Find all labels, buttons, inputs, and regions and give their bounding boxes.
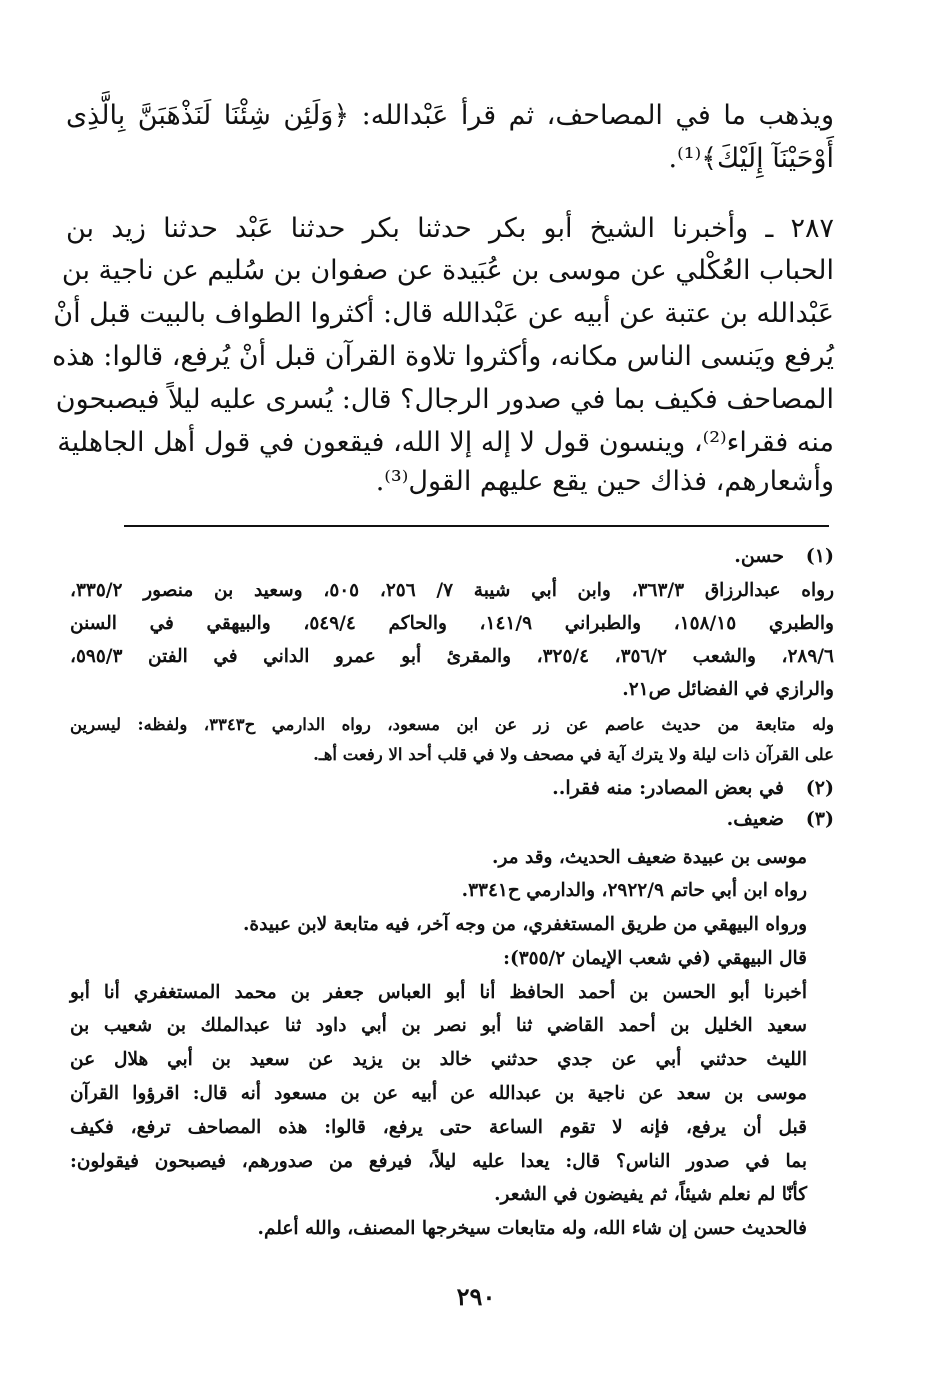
quote-line: كأنّا لم نعلم شيئاً، ثم يفيضون في الشعر.	[494, 1184, 807, 1205]
footnote-line: قال البيهقي (في شعب الإيمان ٣٥٥/٢):	[503, 948, 807, 969]
quote-line: بما في صدور الناس؟ قال: يعدا عليه ليلاً، فيرفع من صدورهم، فيصبحون فيقولون:	[70, 1151, 807, 1172]
main-text-line: وأشعارهم، فذاك حين يقع عليهم القول⁽³⁾.	[375, 466, 834, 497]
footnote-line: والرازي في الفضائل ص٢١.	[622, 679, 834, 700]
footnote-line: رواه عبدالرزاق ٣٦٣/٣، وابن أبي شيبة ٧/ ٢٥٦، ٥٠٥، وسعيد بن منصور ٣٣٥/٢،	[70, 580, 834, 601]
conclusion-line: فالحديث حسن إن شاء الله، وله متابعات سيخرجها المصنف، والله أعلم.	[257, 1218, 807, 1239]
footnote-note-line: وله متابعة من حديث عاصم عن زر عن ابن مسعود، رواه الدارمي ح٣٣٤٣، ولفظه: ليسرين	[70, 715, 834, 734]
main-text-line: منه فقراء⁽²⁾، وينسون قول لا إله إلا الله، فيقعون في قول أهل الجاهلية	[57, 427, 834, 458]
footnote-separator	[124, 525, 829, 527]
footnote-number: (١)	[805, 545, 834, 567]
main-text-line: الحباب العُكْلي عن موسى بن عُبَيدة عن صفوان بن سُليم عن ناجية بن	[61, 255, 834, 286]
footnote-number: (٢)	[805, 777, 834, 799]
footnote-grade: ضعيف.	[726, 808, 784, 830]
hadith-287-line: ٢٨٧ ـ وأخبرنا الشيخ أبو بكر حدثنا بكر حدثنا عَبْد حدثنا زيد بن	[66, 213, 834, 244]
page-number: ٢٩٠	[456, 1282, 496, 1311]
main-text-line: ويذهب ما في المصاحف، ثم قرأ عَبْدالله: ﴿وَلَئِن شِئْنَا لَنَذْهَبَنَّ بِالَّذِى	[66, 100, 834, 131]
footnote-grade: حسن.	[734, 545, 784, 567]
main-text-line: أَوْحَيْنَآ إِلَيْكَ﴾⁽¹⁾.	[668, 143, 834, 174]
quote-line: سعيد الخليل بن أحمد القاضي ثنا أبو نصر بن أبي داود ثنا عبدالملك بن شعيب بن	[70, 1015, 807, 1036]
footnote-number: (٣)	[805, 808, 834, 830]
footnote-line: رواه ابن أبي حاتم ٢٩٢٢/٩، والدارمي ح٣٣٤١.	[461, 880, 807, 901]
footnote-line: والطبري ١٥٨/١٥، والطبراني ١٤١/٩، والحاكم ٥٤٩/٤، والبيهقي في السنن	[70, 613, 834, 634]
footnote-text: في بعض المصادر: منه فقرا..	[552, 777, 784, 799]
main-text-line: عَبْدالله بن عتبة عن أبيه عن عَبْدالله قال: أكثروا الطواف بالبيت قبل أنْ	[53, 298, 834, 329]
quote-line: أخبرنا أبو الحسن بن أحمد الحافظ أنا أبو العباس جعفر بن محمد المستغفري أنا أبو	[70, 982, 807, 1003]
footnote-line: ٢٨٩/٦، والشعب ٣٥٦/٢، ٣٢٥/٤، والمقرئ أبو عمرو الداني في الفتن ٥٩٥/٣،	[70, 646, 834, 667]
footnote-line: موسى بن عبيدة ضعيف الحديث، وقد مر.	[492, 847, 807, 868]
footnote-note-line: على القرآن ذات ليلة ولا يترك آية في مصحف ولا في قلب أحد الا رفعت أهـ.	[313, 745, 834, 764]
quote-line: قبل أن يرفع، فإنه لا تقوم الساعة حتى يرفع، قالوا: هذه المصاحف ترفع، فكيف	[70, 1117, 807, 1138]
quote-line: موسى بن سعد عن ناجية بن عبدالله عن أبيه عن بن مسعود أنه قال: اقرؤوا القرآن	[70, 1083, 807, 1104]
quote-line: الليث حدثني أبي عن جدي حدثني خالد بن يزيد عن سعيد بن أبي هلال عن	[70, 1049, 807, 1070]
main-text-line: يُرفع ويَنسى الناس مكانه، وأكثروا تلاوة القرآن قبل أنْ يُرفع، قالوا: هذه	[52, 341, 834, 372]
main-text-line: المصاحف فكيف بما في صدور الرجال؟ قال: يُسرى عليه ليلاً فيصبحون	[55, 384, 834, 415]
footnote-line: ورواه البيهقي من طريق المستغفري، من وجه آخر، فيه متابعة لابن عبيدة.	[242, 914, 807, 935]
